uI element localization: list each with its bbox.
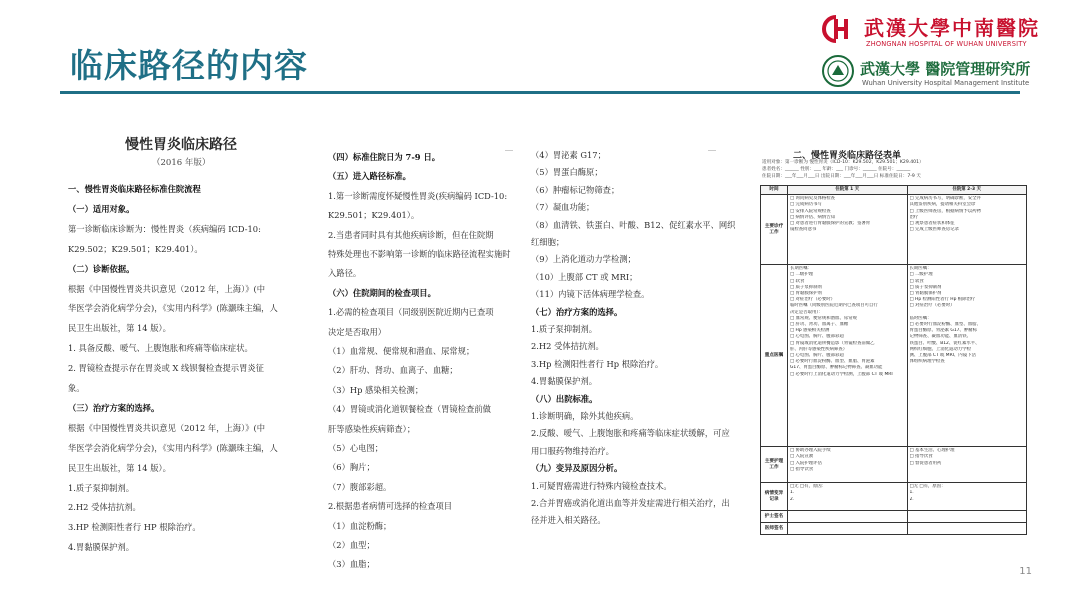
form-row <box>761 195 1027 265</box>
form-cell-line: 胃蛋白酶原、胃泌素 G17、肿瘤标 <box>909 328 977 334</box>
form-row-label: 主要护理工作 <box>761 447 788 483</box>
form-cell-day2 <box>907 195 1027 265</box>
form-row-label: 主要诊疗工作 <box>761 195 788 265</box>
form-cell-day2 <box>907 511 1027 523</box>
section-heading: （三）治疗方案的选择。 <box>68 402 160 413</box>
form-row <box>761 511 1027 523</box>
form-cell-line: □ 心电图、胸片、腹部彩超 <box>790 334 844 340</box>
section-heading: （五）进入路径标准。 <box>328 171 411 182</box>
form-cell-day1 <box>788 511 908 523</box>
section-heading: （七）治疗方案的选择。 <box>531 306 623 317</box>
pathway-form-table <box>760 185 1027 530</box>
form-cell-line: □ 必要时行血淀粉酶、血型、血脂、胃泌素 <box>790 359 875 365</box>
form-row-label: 病情变异记录 <box>761 483 788 511</box>
form-cell-line: □ 入院宣教 <box>790 454 814 460</box>
section-heading: （六）住院期间的检查项目。 <box>328 287 436 298</box>
divider <box>708 150 716 151</box>
form-cell-day2 <box>907 447 1027 483</box>
form-cell-day1 <box>788 265 908 447</box>
form-row-label: 重点医嘱 <box>761 265 788 447</box>
form-cell-line <box>790 524 905 530</box>
text-line: 华医学会消化病学分会)，《实用内科学》(陈灏珠主编，人 <box>68 442 278 453</box>
form-cell-line: □ 协助办理入院手续 <box>790 448 831 454</box>
text-line: （7）凝血功能； <box>531 202 595 213</box>
form-cell-line: 1. <box>790 490 795 496</box>
hospital-name-en: ZHONGNAN HOSPITAL OF WUHAN UNIVERSITY <box>866 40 1027 48</box>
form-row <box>761 265 1027 447</box>
form-cell-line: 长期医嘱： <box>909 266 932 272</box>
form-header-day2: 住院第 2-3 天 <box>907 186 1027 195</box>
form-cell-line: 长期医嘱： <box>790 266 812 272</box>
form-cell-line: □ 完成上级医师查房记录 <box>909 227 959 233</box>
form-cell-line: 临时医嘱（同级别医院近期内已查项目可自行 <box>790 303 878 309</box>
form-cell-line: □ 胃黏膜保护剂 <box>909 291 942 297</box>
form-cell-line: □ 质子泵抑制剂 <box>790 284 822 290</box>
section-heading: 一、慢性胃炎临床路径标准住院流程 <box>68 184 201 194</box>
text-line: 决定是否取用） <box>328 326 387 337</box>
text-line: 入路径。 <box>328 268 362 279</box>
text-line: 1.诊断明确，除外其他疾病。 <box>531 411 639 421</box>
form-cell-line: □无 □有，原因： <box>790 484 827 490</box>
text-line: （3）血脂； <box>328 559 375 570</box>
institute-logo <box>822 55 1032 91</box>
form-cell-line: □ 基本生活、心理护理 <box>909 448 955 454</box>
form-cell-day2 <box>907 523 1027 535</box>
text-line: 1.质子泵抑制剂。 <box>531 324 597 334</box>
form-cell-line: □ 询问病史及体格检查 <box>790 196 836 202</box>
form-cell-line: 临时医嘱： <box>909 315 932 321</box>
text-line: （7）腹部彩超。 <box>328 481 392 492</box>
form-cell-line: □ 质子泵抑制剂 <box>909 284 942 290</box>
form-cell-line: 决定是否取用）： <box>790 309 823 315</box>
document-year: （2016 年版） <box>152 158 211 168</box>
text-line: 1.可疑胃癌需进行特殊内镜检查技术。 <box>531 480 672 491</box>
form-cell-line: □ 必要时行上消化道动力学检测，上腹部 CT 或 MRI <box>790 371 893 377</box>
form-cell-line: 1. <box>909 490 914 496</box>
form-cell-line: □ 病情评估、病情告知 <box>790 214 836 220</box>
text-line: （2）肝功、肾功、血离子、血糖； <box>328 365 458 376</box>
slide-title: 临床路径的内容 <box>70 46 308 85</box>
text-line: （6）胸片； <box>328 462 375 473</box>
text-line: 4.胃黏膜保护剂。 <box>531 376 597 387</box>
form-row-label: 护士签名 <box>761 511 788 523</box>
form-cell-line: 其他鉴别疾病，提请相关科室会诊 <box>909 202 976 208</box>
text-line: （4）胃镜或消化道钡餐检查（胃镜检查前做 <box>328 404 491 415</box>
page-number: 11 <box>1019 566 1032 577</box>
form-cell-day2 <box>907 483 1027 511</box>
form-cell-line <box>910 524 1025 530</box>
form-cell-line: □ 必要时行血淀粉酶、血型、血脂、 <box>909 322 981 328</box>
text-line: （4）胃泌素 G17； <box>531 150 606 160</box>
text-line: 2.H2 受体拮抗剂。 <box>531 341 604 352</box>
form-cell-line: 铁蛋白、叶酸、B12、促红素水平、 <box>909 340 980 346</box>
institute-name-en: Wuhan University Hospital Management Institute <box>862 79 1030 87</box>
form-cell-day1 <box>788 483 908 511</box>
text-line: 用口服药物维持治疗。 <box>531 445 614 456</box>
divider <box>505 150 513 151</box>
text-line: （10）上腹部 CT 或 MRI； <box>531 271 638 282</box>
text-line: （5）心电图； <box>328 443 384 453</box>
form-meta-line: 适用对象：第一诊断为 慢性胃炎（ICD-10：K29.502，K29.501；K29.401） <box>762 160 924 165</box>
institute-name-cn: 武漢大學 醫院管理研究所 <box>860 60 1031 78</box>
form-cell-day1 <box>788 195 908 265</box>
form-cell-line: □ 二级护理 <box>909 272 933 278</box>
form-cell-line: □ 软食 <box>790 278 805 284</box>
form-cell-line <box>790 512 905 518</box>
form-cell-line: 治疗 <box>909 214 919 220</box>
form-cell-line: 记物筛查、凝血功能、血清铁、 <box>909 334 971 340</box>
title-divider <box>60 91 1020 94</box>
text-line: 1.必需的检查项目（同级别医院近期内已查项 <box>328 307 494 318</box>
text-line: 特殊处理也不影响第一诊断的临床路径流程实施时 <box>328 249 511 259</box>
form-cell-line: □ 督促患者用药 <box>909 460 942 466</box>
text-line: 4.胃黏膜保护剂。 <box>68 542 134 553</box>
hospital-emblem-icon <box>820 14 858 44</box>
form-cell-line: □ 血常规、便常规和潜血、尿常规 <box>790 315 858 321</box>
form-header-time: 时间 <box>761 186 788 195</box>
form-header-day1: 住院第 1 天 <box>788 186 908 195</box>
text-line: 1. 具备反酸、嗳气、上腹饱胀和疼痛等临床症状。 <box>68 343 253 354</box>
text-line: 1.第一诊断需度怀疑慢性胃炎(疾病编码 ICD-10: <box>328 190 508 201</box>
text-line: 2.根据患者病情可选择的检查项目 <box>328 501 453 512</box>
text-line: 象。 <box>68 383 85 393</box>
form-meta-line: 患者姓名：______ 性别：___ 年龄：___ 门诊号：______ 住院号：______ <box>762 167 911 172</box>
text-line: 根据《中国慢性胃炎共识意见（2012 年，上海）》(中 <box>68 422 266 433</box>
form-cell-line: 镜检查同意书 <box>790 227 817 233</box>
form-row <box>761 447 1027 483</box>
text-line: 2.当患者同时具有其他疾病诊断，但在住院期 <box>328 229 494 240</box>
form-cell-day1 <box>788 523 908 535</box>
form-cell-line: □ 胃黏膜保护剂 <box>790 291 822 297</box>
form-cell-line: □ 心电图、胸片、腹部彩超 <box>790 353 844 359</box>
text-line: 3.Hp 检测阳性者行 Hp 根除治疗。 <box>531 358 664 369</box>
section-heading: （四）标准住院日为 7-9 日。 <box>328 152 441 162</box>
text-line: （8）血清铁、铁蛋白、叶酸、B12、促红素水平、网织 <box>531 219 736 230</box>
form-cell-line: □ 软食 <box>909 278 924 284</box>
form-cell-line: □ 二级护理 <box>790 272 814 278</box>
text-line: 华医学会消化病学分会)，《实用内科学》(陈灏珠主编，人 <box>68 303 278 314</box>
form-cell-line: □ Hp 检测阳性者行 Hp 根除治疗 <box>909 297 976 303</box>
form-row <box>761 483 1027 511</box>
hospital-name-cn: 武漢大學中南醫院 <box>864 16 1040 40</box>
form-title: 二、慢性胃炎临床路径表单 <box>793 151 902 161</box>
hospital-logo <box>820 12 1040 52</box>
section-heading: （一）适用对象。 <box>68 203 135 214</box>
text-line: K29.501；K29.401）。 <box>328 210 420 221</box>
form-cell-line: □ 对症治疗（必要时） <box>909 303 955 309</box>
text-line: 3.HP 检测阳性者行 HP 根除治疗。 <box>68 522 201 533</box>
form-cell-day1 <box>788 447 908 483</box>
form-cell-line <box>910 512 1025 518</box>
form-cell-line: □ 对症治疗（必要时） <box>790 297 836 303</box>
text-line: 民卫生出版社，第 14 版）。 <box>68 323 171 334</box>
form-cell-line: □ 完成病历书写 <box>790 202 822 208</box>
form-cell-line: G17、胃蛋白酶原、肿瘤标记物筛查、凝血功能 <box>790 365 883 371</box>
form-meta-line: 住院日期：___年___月___日 出院日期：___年___月___日 标准住院日：7-9 天 <box>762 174 921 179</box>
text-line: 根据《中国慢性胃炎共识意见（2012 年，上海）》(中 <box>68 283 266 294</box>
text-line: （3）Hp 感染相关检测； <box>328 384 424 395</box>
form-cell-line: □ 对患者进行胃黏膜保护的宣教；签署胃 <box>790 221 871 227</box>
text-line: 径并进入相关路径。 <box>531 515 606 526</box>
text-line: （9）上消化道动力学检测； <box>531 254 636 265</box>
text-line: 2.反酸、嗳气、上腹饱胀和疼痛等临床症状缓解，可应 <box>531 428 730 439</box>
university-seal-icon <box>822 55 854 87</box>
text-line: 2.合并胃癌或消化道出血等并发症需进行相关治疗，出 <box>531 498 730 508</box>
text-line: 民卫生出版社，第 14 版）。 <box>68 462 171 473</box>
form-cell-line: 肝、丙肝等感染性疾病筛查） <box>790 346 848 352</box>
form-cell-line: □ 安排入院常规检查 <box>790 208 831 214</box>
form-cell-line: □无 □有，原因： <box>909 484 946 490</box>
form-cell-line: 网织红细胞、上消化道动力学检 <box>909 346 971 352</box>
text-line: （5）胃蛋白酶原； <box>531 167 603 178</box>
text-line: （2）血型； <box>328 540 375 550</box>
form-cell-line: □ Hp 感染相关检测 <box>790 328 830 334</box>
form-cell-line: □ 观察患者症状和体征 <box>909 221 955 227</box>
form-cell-day2 <box>907 265 1027 447</box>
text-line: 肝等感染性疾病筛查）； <box>328 423 416 434</box>
text-line: 第一诊断临床诊断为：慢性胃炎（疾病编码 ICD-10: <box>68 223 261 234</box>
section-heading: （九）变异及原因分析。 <box>531 463 623 474</box>
form-row-label: 医师签名 <box>761 523 788 535</box>
text-line: 红细胞； <box>531 237 565 247</box>
form-cell-line: 2. <box>790 496 795 502</box>
text-line: K29.502；K29.501；K29.401）。 <box>68 243 203 254</box>
text-line: （11）内镜下活体病理学检查。 <box>531 289 650 300</box>
document-title: 慢性胃炎临床路径 <box>125 137 237 153</box>
form-cell-line: □ 入院护理评估 <box>790 460 822 466</box>
form-cell-line: □ 指导饮食 <box>790 466 814 472</box>
form-cell-line: □ 肝功、肾功、血离子、血糖 <box>790 322 849 328</box>
form-cell-line: □ 胃镜或消化道钡餐造影（胃镜检查前做乙 <box>790 340 875 346</box>
form-cell-line: 体组织病理学检查 <box>909 359 945 365</box>
form-cell-line: □ 指导饮食 <box>909 454 933 460</box>
form-cell-line: □ 上级医师查房，根据病情予以药物 <box>909 208 981 214</box>
form-row <box>761 523 1027 535</box>
form-cell-line: 2. <box>909 496 914 502</box>
text-line: （6）肿瘤标记物筛查； <box>531 184 620 195</box>
text-line: 1.质子泵抑制剂。 <box>68 482 134 493</box>
text-line: （1）血常规、便常规和潜血、尿常规； <box>328 346 475 356</box>
section-heading: （二）诊断依据。 <box>68 263 135 274</box>
form-cell-line: □ 完成病历书写，明确诊断，安全并 <box>909 196 981 202</box>
text-line: 2.H2 受体拮抗剂。 <box>68 502 141 513</box>
text-line: 2. 胃镜检查提示存在胃炎或 X 线钡餐检查提示胃炎征 <box>68 363 264 374</box>
section-heading: （八）出院标准。 <box>531 393 598 404</box>
text-line: （1）血淀粉酶； <box>328 520 392 531</box>
form-cell-line: 测、上腹部 CT 或 MRI、内镜下活 <box>909 353 976 359</box>
